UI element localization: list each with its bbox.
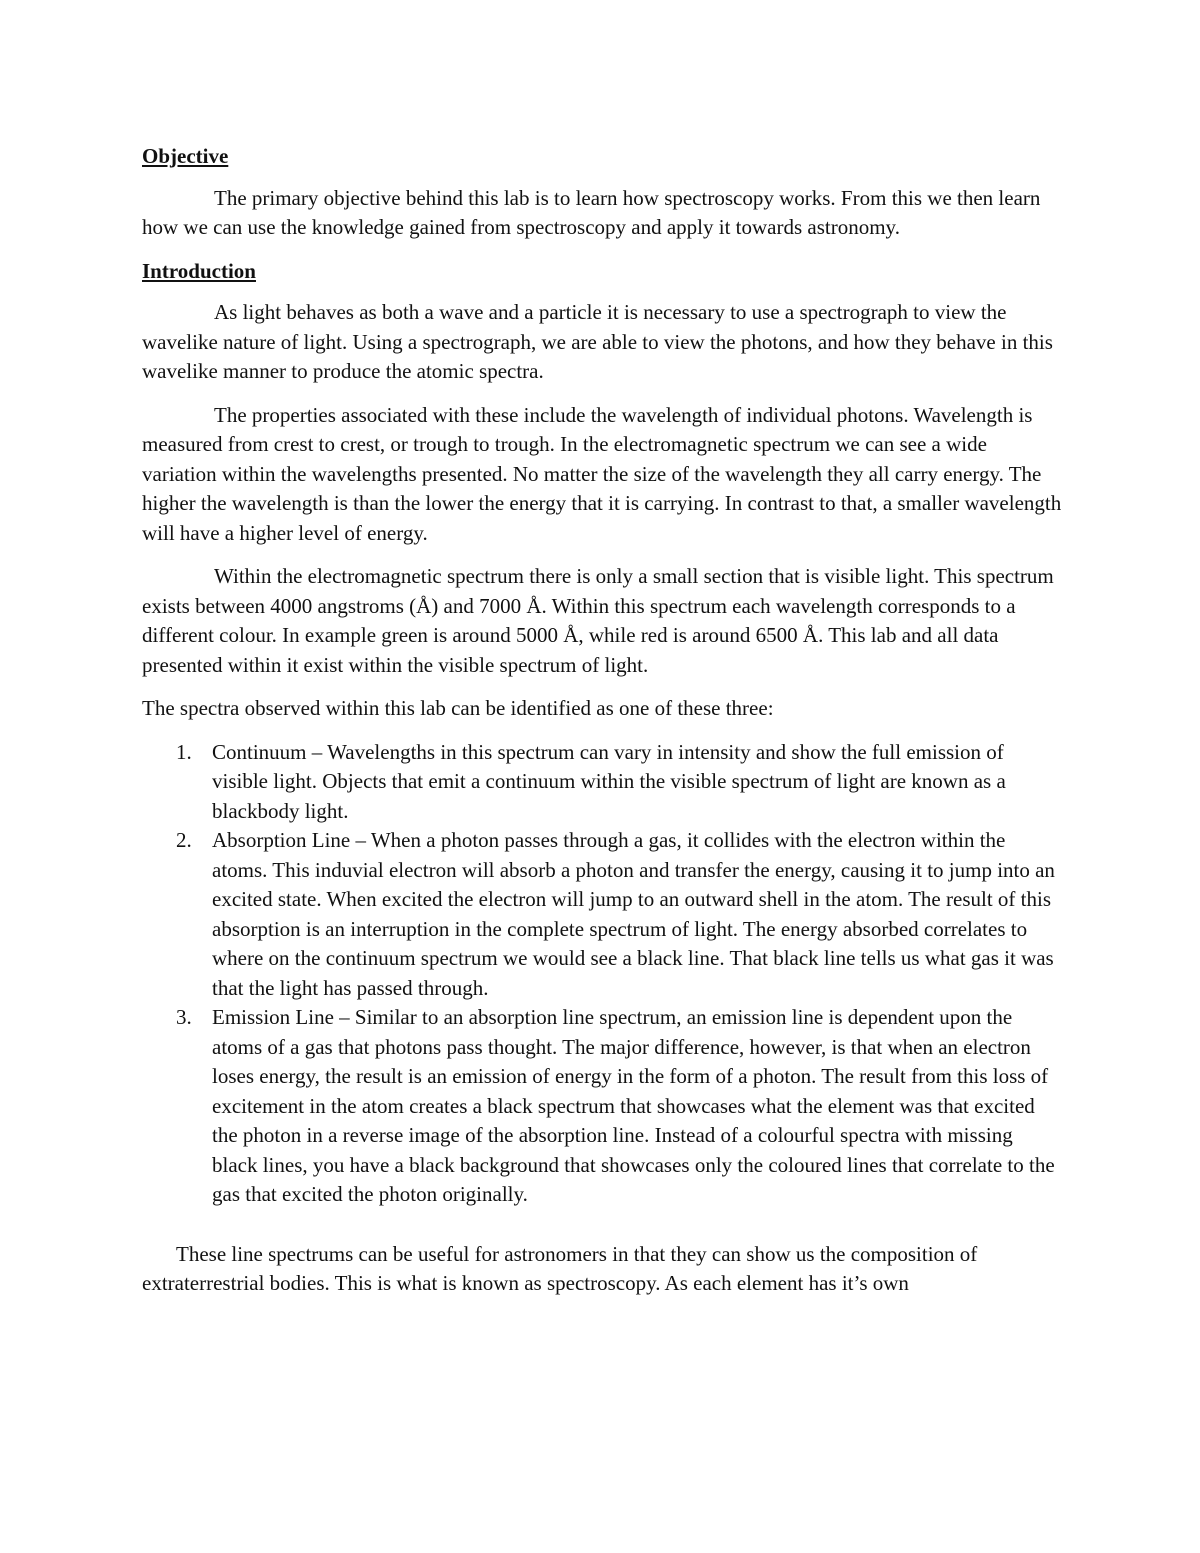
document-body: [142, 142, 1062, 1313]
list-intro: The spectra observed within this lab can be identified as one of these three:: [142, 696, 774, 720]
objective-heading: Objective: [142, 144, 229, 168]
intro-paragraph-3: Within the electromagnetic spectrum there is only a small section that is visible light. This spectrum exists between 4000 angstroms (Å) and 7000 Å. Within this spectrum each wavelength corresponds to a different colour. In example green is around 5000 Å, while red is around 6500 Å. This lab and all data presented within it exist within the visible spectrum of light.: [142, 564, 1054, 677]
list-number: 1.: [176, 739, 192, 764]
intro-paragraph-2: The properties associated with these include the wavelength of individual photons. Wavelength is measured from crest to crest, or trough to trough. In the electromagnetic spectrum we can see a wide variation within the wavelengths presented. No matter the size of the wavelength they all carry energy. The higher the wavelength is than the lower the energy that it is carrying. In contrast to that, a smaller wavelength will have a higher level of energy.: [142, 402, 1062, 545]
list-item: [142, 826, 1062, 1003]
spectra-types-list: [142, 738, 1062, 1210]
list-item-text: Absorption Line – When a photon passes through a gas, it collides with the electron within the atoms. This induvial electron will absorb a photon and transfer the energy, causing it to jump into an excited state. When excited the electron will jump to an outward shell in the atom. The result of this absorption is an interruption in the complete spectrum of light. The energy absorbed correlates to where on the continuum spectrum we would see a black line. That black line tells us what gas it was that the light has passed through.: [212, 828, 1055, 1000]
introduction-heading: Introduction: [142, 258, 256, 283]
list-item: [142, 738, 1062, 827]
spacer: [142, 1224, 1062, 1240]
list-number: 2.: [176, 828, 192, 852]
list-item-text: Emission Line – Similar to an absorption line spectrum, an emission line is dependent upon the atoms of a gas that photons pass thought. The major difference, however, is that when an electron loses energy, the result is an emission of energy in the form of a photon. The result from this loss of excitement in the atom creates a black spectrum that showcases what the element was that excited the photon in a reverse image of the absorption line. Instead of a colourful spectra with missing black lines, you have a black background that showcases only the coloured lines that correlate to the gas that excited the photon originally.: [212, 1005, 1055, 1206]
list-item-text: Continuum – Wavelengths in this spectrum can vary in intensity and show the full emission of visible light. Objects that emit a continuum within the visible spectrum of light are known as a blackbody light.: [212, 739, 1006, 823]
list-item: [142, 1003, 1062, 1210]
list-number: 3.: [176, 1005, 192, 1029]
closing-paragraph: These line spectrums can be useful for astronomers in that they can show us the composition of extraterrestrial bodies. This is what is known as spectroscopy. As each element has it’s own: [142, 1241, 978, 1295]
objective-paragraph: The primary objective behind this lab is to learn how spectroscopy works. From this we then learn how we can use the knowledge gained from spectroscopy and apply it towards astronomy.: [142, 185, 1041, 239]
intro-paragraph-1: As light behaves as both a wave and a particle it is necessary to use a spectrograph to view the wavelike nature of light. Using a spectrograph, we are able to view the photons, and how they behave in this wavelike manner to produce the atomic spectra.: [142, 300, 1053, 383]
